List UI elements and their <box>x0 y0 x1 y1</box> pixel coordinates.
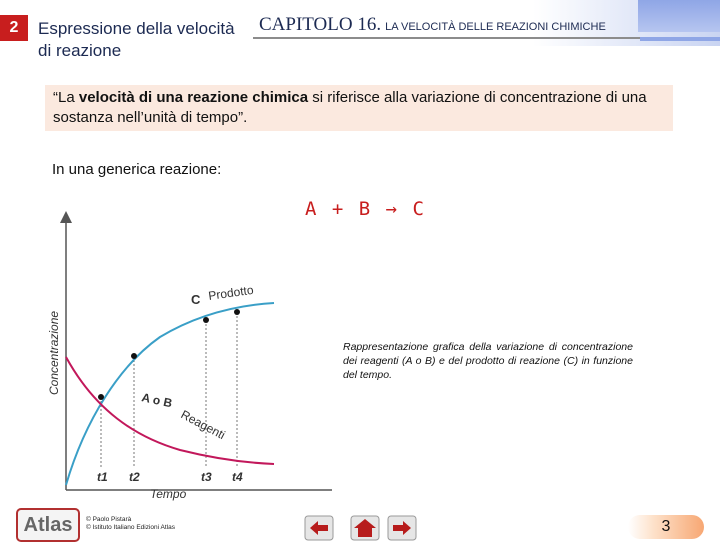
section-number-badge: 2 <box>0 15 28 41</box>
chapter-sub: LA VELOCITÀ DELLE REAZIONI CHIMICHE <box>385 21 606 33</box>
arrow-left-icon <box>304 515 334 541</box>
definition-rest: si riferisce alla variazione di concentrazione di una sostanza nell’unità di tempo”. <box>53 89 647 126</box>
tick-t3: t3 <box>201 470 212 484</box>
credit-author: © Paolo Pistarà <box>86 516 132 523</box>
tick-t2: t2 <box>129 470 140 484</box>
concentration-time-graph <box>40 205 340 505</box>
chapter-main: CAPITOLO 16. <box>259 14 382 35</box>
definition-bold: velocità di una reazione chimica <box>78 89 309 106</box>
tick-t4: t4 <box>232 470 243 484</box>
point-t1 <box>98 394 104 400</box>
definition-box <box>45 85 673 131</box>
section-title: Espressione della velocità di reazione <box>38 19 235 60</box>
product-curve <box>66 303 274 485</box>
reaction-equation: A + B → C <box>305 198 426 220</box>
prev-slide-button[interactable] <box>304 515 334 541</box>
reagent-label: Reagenti <box>178 407 228 443</box>
atlas-logo: Atlas <box>16 508 80 542</box>
credit-publisher: © Istituto Italiano Edizioni Atlas <box>86 524 175 531</box>
product-letter: C <box>191 292 201 307</box>
arrow-right-icon <box>387 515 417 541</box>
reagent-letters: A o B <box>140 390 174 411</box>
intro-text: In una generica reazione: <box>52 161 222 178</box>
x-axis-label: Tempo <box>150 487 187 501</box>
home-icon <box>350 515 380 541</box>
product-label: Prodotto <box>207 282 255 303</box>
header-corner-decoration <box>638 0 720 32</box>
definition-text <box>45 85 673 131</box>
point-t2 <box>131 353 137 359</box>
y-axis-label: Concentrazione <box>47 310 61 395</box>
graph-caption: Rappresentazione grafica della variazione di concentrazione dei reagenti (A o B) e del prodotto di reazione (C) in funzione del tempo. <box>343 341 633 381</box>
point-t4 <box>234 309 240 315</box>
home-button[interactable] <box>350 515 380 541</box>
page-number: 3 <box>628 515 704 539</box>
point-t3 <box>203 317 209 323</box>
tick-t1: t1 <box>97 470 108 484</box>
header-accent-bar <box>640 37 720 41</box>
chapter-title <box>259 14 606 36</box>
next-slide-button[interactable] <box>387 515 417 541</box>
footer-credits <box>86 516 175 532</box>
definition-open: “La <box>53 89 79 106</box>
